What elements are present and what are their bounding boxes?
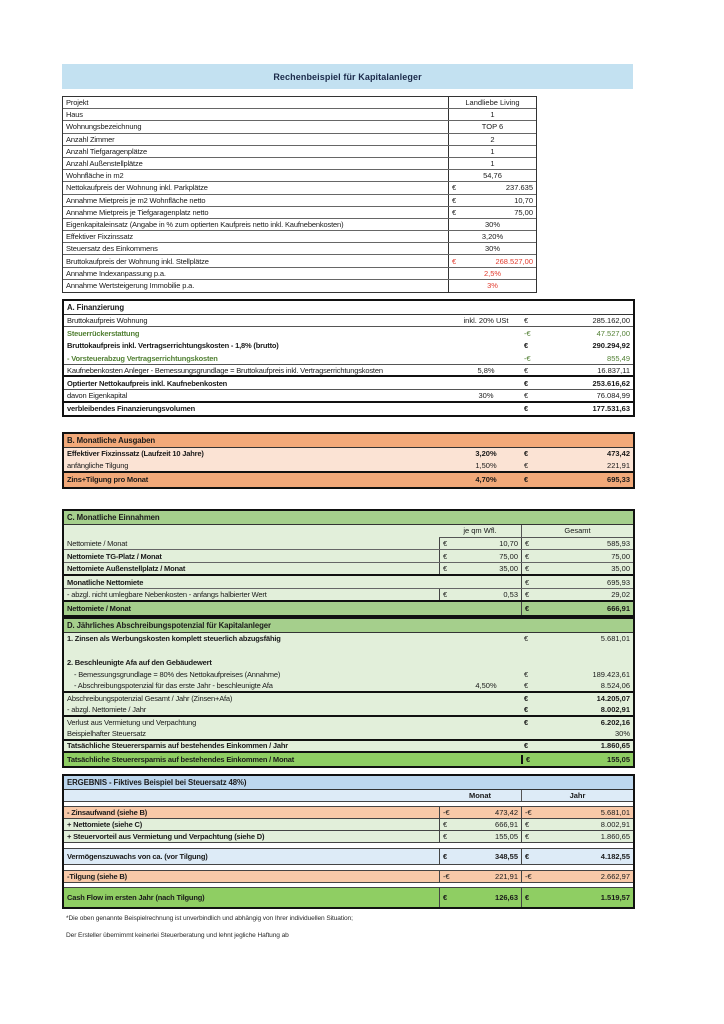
currency-symbol: € (452, 195, 457, 205)
table-row (64, 550, 633, 563)
footnote-line-2: Der Ersteller übernimmt keinerlei Steuerberatung und lehnt jegliche Haftung ab (66, 932, 289, 939)
table-row (63, 146, 536, 158)
footnote-line-1: *Die oben genannte Beispielrechnung ist unverbindlich und abhängig von Ihrer individuellen Situation; (66, 915, 353, 922)
table-row (64, 473, 633, 487)
table-row (63, 280, 536, 292)
page-title-text: Rechenbeispiel für Kapitalanleger (273, 71, 422, 82)
section-c-monatliche-einnahmen (62, 509, 635, 617)
row-value (448, 207, 536, 218)
row-value: 30% (448, 219, 536, 230)
currency-symbol: € (524, 681, 529, 691)
row-amount: 285.162,00 (592, 315, 630, 325)
row-value: Landliebe Living (448, 97, 536, 108)
currency-symbol: € (524, 694, 529, 704)
table-row (64, 753, 633, 767)
section-d-header: D. Jährliches Abschreibungspotenzial für Kapitalanleger (64, 619, 633, 633)
row-label: Annahme Indexanpassung p.a. (66, 268, 166, 278)
row-label: Nettomiete / Monat (67, 604, 131, 614)
row-label: anfängliche Tilgung (67, 460, 129, 470)
row-amount: 29,02 (611, 590, 630, 599)
row-amount: 76.084,99 (596, 390, 630, 400)
section-b-monatliche-ausgaben (62, 432, 635, 489)
table-row (64, 576, 633, 589)
table-row (63, 195, 536, 207)
row-label: 2. Beschleunigte Afa auf den Gebäudewert (67, 658, 212, 668)
table-row (64, 538, 633, 551)
table-row (64, 315, 633, 328)
row-label: - abzgl. nicht umlegbare Nebenkosten - anfangs halbierter Wert (67, 590, 267, 599)
table-row (64, 831, 633, 843)
row-label: Projekt (66, 98, 89, 108)
row-value: 2 (448, 134, 536, 145)
row-amount: 348,55 (495, 851, 518, 861)
row-amount: 75,00 (499, 551, 518, 561)
currency-symbol: € (521, 888, 541, 907)
currency-symbol: € (439, 550, 455, 562)
currency-symbol: € (524, 449, 529, 459)
section-a-body (64, 315, 633, 416)
row-label: Eigenkapitaleinsatz (Angabe in % zum optierten Kaufpreis netto inkl. Kaufnebenkosten) (66, 219, 344, 229)
table-row (64, 729, 633, 741)
currency-symbol: € (524, 365, 529, 375)
section-ergebnis-column-headers (64, 790, 633, 802)
row-label: Bruttokaufpreis der Wohnung inkl. Stellplätze (66, 256, 209, 266)
table-row (64, 681, 633, 693)
row-label: - Zinsaufwand (siehe B) (67, 808, 148, 817)
section-c-header: C. Monatliche Einnahmen (64, 511, 633, 525)
column-header-je-qm-wfl: je qm Wfl. (439, 525, 521, 538)
row-amount (455, 602, 521, 616)
row-amount: 1.860,65 (600, 832, 630, 841)
row-label: Wohnungsbezeichnung (66, 122, 142, 132)
row-rate: 4,70% (475, 475, 497, 485)
row-label: Tatsächliche Steuerersparnis auf bestehendes Einkommen / Jahr (67, 741, 289, 751)
row-label: Tatsächliche Steuerersparnis auf bestehendes Einkommen / Monat (67, 755, 295, 765)
row-amount: 8.002,91 (600, 820, 630, 829)
row-amount: 290.294,92 (592, 341, 630, 351)
row-rate: 30% (478, 390, 494, 400)
currency-symbol: -€ (521, 807, 541, 818)
section-ergebnis-header: ERGEBNIS - Fiktives Beispiel bei Steuersatz 48%) (64, 776, 633, 790)
row-amount: 177.531,63 (592, 404, 630, 414)
row-amount: 5.681,01 (600, 634, 630, 644)
row-label: Annahme Mietpreis je Tiefgaragenplatz netto (66, 207, 209, 217)
row-value: TOP 6 (448, 121, 536, 132)
table-row (63, 182, 536, 194)
table-row (64, 340, 633, 353)
table-row (64, 819, 633, 831)
row-amount: 585,93 (607, 538, 630, 548)
row-amount: 155,05 (495, 832, 518, 841)
table-row (64, 377, 633, 390)
currency-symbol: € (524, 315, 529, 325)
row-value: 30% (448, 243, 536, 254)
column-header-jahr: Jahr (521, 790, 633, 801)
row-label: Haus (66, 110, 83, 120)
row-value (448, 255, 536, 266)
row-amount: 16.837,11 (597, 365, 630, 375)
row-amount: 47.527,00 (596, 328, 630, 338)
column-header-monat: Monat (468, 790, 492, 800)
currency-symbol: € (524, 670, 529, 680)
row-label: Effektiver Fixzinssatz (Laufzeit 10 Jahre) (67, 449, 204, 459)
table-row (64, 390, 633, 403)
table-row (63, 268, 536, 280)
currency-symbol: € (452, 256, 457, 266)
row-label: Verlust aus Vermietung und Verpachtung (67, 718, 197, 728)
row-label: - Vorsteuerabzug Vertragserrichtungskosten (67, 353, 218, 363)
currency-symbol: € (524, 634, 529, 644)
row-label: Abschreibungspotenzial Gesamt / Jahr (Zinsen+Afa) (67, 694, 233, 704)
table-row (64, 589, 633, 602)
section-a-header: A. Finanzierung (64, 301, 633, 315)
currency-symbol: € (439, 589, 455, 600)
currency-symbol: € (524, 475, 529, 485)
section-ergebnis-body (64, 802, 633, 907)
section-ergebnis (62, 774, 635, 909)
row-amount: 35,00 (499, 564, 518, 574)
table-row (64, 460, 633, 473)
currency-symbol: € (521, 849, 541, 865)
row-label: verbleibendes Finanzierungsvolumen (67, 404, 196, 414)
table-row (64, 693, 633, 705)
row-value: 54,76 (448, 170, 536, 181)
currency-symbol: € (521, 576, 541, 588)
row-amount: 126,63 (495, 892, 518, 902)
currency-symbol: € (521, 550, 541, 562)
row-amount (455, 576, 521, 588)
currency-symbol: € (452, 207, 457, 217)
row-amount: 855,49 (607, 353, 630, 363)
row-amount: 10,70 (499, 538, 518, 548)
row-amount: 253.616,62 (592, 378, 630, 388)
table-row (63, 231, 536, 243)
column-header-gesamt: Gesamt (521, 525, 633, 538)
row-label: - Abschreibungspotenzial für das erste Jahr - beschleunigte Afa (74, 681, 273, 691)
row-amount: 75,00 (514, 207, 533, 217)
row-label: Nettomiete / Monat (67, 538, 128, 548)
table-row (64, 705, 633, 717)
section-c-column-headers (64, 525, 633, 538)
row-amount: 268.527,00 (495, 256, 533, 266)
row-amount: 666,91 (607, 604, 630, 614)
row-amount: 473,42 (495, 808, 518, 817)
row-label: -Tilgung (siehe B) (67, 871, 127, 881)
row-amount: 2.662,97 (600, 871, 630, 881)
row-amount: 75,00 (611, 551, 630, 561)
row-label: Bruttokaufpreis inkl. Vertragserrichtungskosten - 1,8% (brutto) (67, 341, 279, 351)
table-row (64, 602, 633, 616)
row-label: + Nettomiete (siehe C) (67, 820, 143, 829)
row-amount: 221,91 (495, 871, 518, 881)
table-row (64, 633, 633, 645)
table-row (63, 170, 536, 182)
row-label: Steuerrückerstattung (67, 328, 140, 338)
row-amount: 10,70 (514, 195, 533, 205)
row-value: 3% (448, 280, 536, 292)
row-value: 1 (448, 158, 536, 169)
table-row (63, 158, 536, 170)
table-row (64, 645, 633, 657)
table-row (63, 255, 536, 267)
currency-symbol: € (524, 460, 529, 470)
section-d-abschreibungspotenzial (62, 617, 635, 768)
table-row (64, 669, 633, 681)
currency-symbol: € (524, 390, 529, 400)
row-amount: 1.860,65 (600, 741, 630, 751)
currency-symbol: € (524, 741, 529, 751)
row-label: Annahme Wertsteigerung Immobilie p.a. (66, 281, 195, 291)
row-label: Beispielhafter Steuersatz (67, 729, 146, 739)
row-rate: 1,50% (475, 460, 497, 470)
row-label: + Steuervorteil aus Vermietung und Verpachtung (siehe D) (67, 832, 265, 841)
row-amount: 237.635 (505, 183, 533, 193)
table-row (64, 849, 633, 866)
row-amount: 0,53 (503, 590, 518, 599)
table-row (64, 888, 633, 907)
table-row (63, 219, 536, 231)
currency-symbol: € (521, 831, 541, 842)
table-row (64, 807, 633, 819)
row-label: 1. Zinsen als Werbungskosten komplett steuerlich abzugsfähig (67, 634, 281, 644)
row-label: Annahme Mietpreis je m2 Wohnfläche netto (66, 195, 206, 205)
currency-symbol: € (439, 819, 455, 830)
row-amount: 695,33 (607, 475, 630, 485)
table-row (64, 657, 633, 669)
currency-symbol: € (524, 705, 529, 715)
table-row (63, 109, 536, 121)
row-label: Nettomiete Außenstellplatz / Monat (67, 564, 186, 574)
currency-symbol (439, 576, 455, 588)
currency-symbol: € (439, 888, 455, 907)
row-amount: 4.182,55 (600, 851, 630, 861)
table-row (63, 134, 536, 146)
currency-symbol: € (439, 849, 455, 865)
currency-symbol (439, 602, 455, 616)
row-label: Effektiver Fixzinssatz (66, 232, 133, 242)
row-amount: 8.524,06 (600, 681, 630, 691)
currency-symbol: € (521, 563, 541, 574)
table-row (64, 327, 633, 340)
table-row (63, 121, 536, 133)
row-rate: 4,50% (475, 681, 497, 691)
row-rate: inkl. 20% USt (463, 315, 509, 325)
row-amount: 695,93 (607, 577, 630, 587)
row-amount: 666,91 (495, 820, 518, 829)
row-amount: 189.423,61 (592, 670, 630, 680)
row-label: Nettomiete TG-Platz / Monat (67, 551, 162, 561)
row-label: Anzahl Außenstellplätze (66, 159, 143, 169)
table-row (64, 403, 633, 416)
row-value: 1 (448, 146, 536, 157)
currency-symbol: € (524, 718, 529, 728)
row-label: Anzahl Tiefgaragenplätze (66, 146, 148, 156)
table-row (64, 871, 633, 883)
currency-symbol: -€ (439, 807, 455, 818)
section-b-body (64, 448, 633, 487)
row-label: Zins+Tilgung pro Monat (67, 475, 149, 485)
table-row (64, 352, 633, 365)
table-row (63, 97, 536, 109)
table-row (64, 717, 633, 729)
row-amount: 14.205,07 (596, 694, 630, 704)
row-rate: 3,20% (475, 449, 497, 459)
currency-symbol: € (524, 378, 529, 388)
row-value: 3,20% (448, 231, 536, 242)
currency-symbol: -€ (524, 328, 531, 338)
currency-symbol: € (439, 538, 455, 550)
page-title (62, 64, 633, 89)
section-a-finanzierung (62, 299, 635, 417)
table-row (64, 365, 633, 378)
currency-symbol: € (521, 755, 543, 764)
row-amount: 8.002,91 (600, 705, 630, 715)
row-label: Anzahl Zimmer (66, 134, 115, 144)
row-value: 2,5% (448, 268, 536, 279)
currency-symbol: € (524, 404, 529, 414)
currency-symbol: -€ (439, 871, 455, 882)
table-row (63, 207, 536, 219)
row-label: Cash Flow im ersten Jahr (nach Tilgung) (67, 892, 205, 902)
row-amount: 155,05 (607, 755, 630, 765)
currency-symbol: -€ (524, 353, 531, 363)
section-c-body (64, 538, 633, 616)
row-label: - abzgl. Nettomiete / Jahr (67, 705, 147, 715)
table-row (64, 563, 633, 576)
currency-symbol: € (439, 563, 455, 574)
row-label: Wohnfläche in m2 (66, 171, 124, 181)
row-label: Nettokaufpreis der Wohnung inkl. Parkplätze (66, 183, 208, 193)
row-amount: 5.681,01 (600, 808, 630, 817)
row-amount: 221,91 (607, 460, 630, 470)
currency-symbol: € (521, 538, 541, 550)
currency-symbol: € (524, 341, 529, 351)
column-header-spacer (64, 525, 439, 538)
row-label: Steuersatz des Einkommens (66, 244, 158, 254)
currency-symbol: € (521, 589, 541, 600)
row-amount: 1.519,57 (600, 892, 630, 902)
row-amount: 473,42 (607, 449, 630, 459)
row-label: Vermögenszuwachs von ca. (vor Tilgung) (67, 851, 208, 861)
row-amount: 6.202,16 (600, 718, 630, 728)
currency-symbol: € (452, 183, 457, 193)
row-label: davon Eigenkapital (67, 390, 128, 400)
table-row (64, 741, 633, 753)
section-b-header: B. Monatliche Ausgaben (64, 434, 633, 448)
table-row (63, 243, 536, 255)
section-d-body (64, 633, 633, 767)
row-label: Monatliche Nettomiete (67, 577, 144, 587)
row-rate: 5,8% (477, 365, 495, 375)
row-amount: 35,00 (611, 564, 630, 574)
project-table (62, 96, 537, 293)
row-value: 1 (448, 109, 536, 120)
row-label: - Bemessungsgrundlage = 80% des Nettokaufpreises (Annahme) (74, 670, 281, 680)
row-value (448, 195, 536, 206)
currency-symbol: -€ (521, 871, 541, 882)
row-label: Bruttokaufpreis Wohnung (67, 315, 148, 325)
currency-symbol: € (521, 602, 541, 616)
row-label: Kaufnebenkosten Anleger - Bemessungsgrundlage = Bruttokaufpreis inkl. Vertragserrichtungskosten (67, 365, 383, 375)
column-header-spacer (64, 790, 439, 801)
row-amount: 30% (614, 729, 630, 739)
row-value (448, 182, 536, 193)
currency-symbol: € (521, 819, 541, 830)
table-row (64, 448, 633, 461)
currency-symbol: € (439, 831, 455, 842)
row-label: Optierter Nettokaufpreis inkl. Kaufnebenkosten (67, 378, 228, 388)
